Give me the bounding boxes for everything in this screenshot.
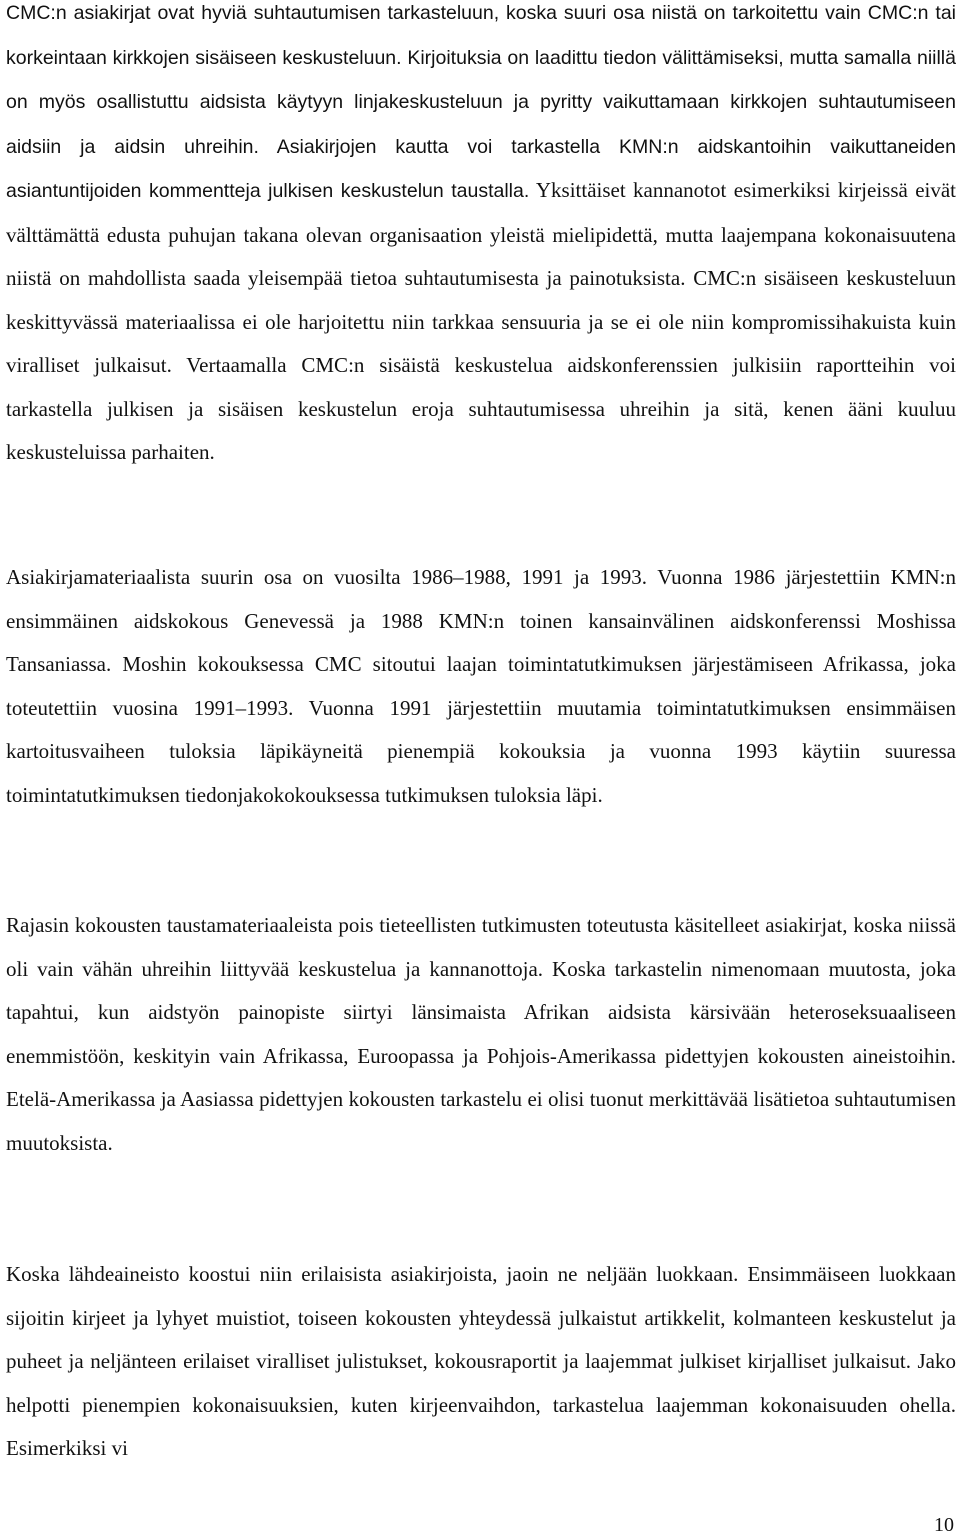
paragraph-1-serif-text: Yksittäiset kannanotot esimerkiksi kirjeissä eivät välttämättä edusta puhujan takana olevan organisaation yleistä mielipidettä, mutta laajempana kokonaisuutena niistä on mahdollista saada yleisempää tietoa suhtautumisesta ja painotuksista. CMC:n sisäiseen keskusteluun keskittyvässä materiaalissa ei ole harjoitettu niin tarkkaa sensuuria ja se ei ole niin kompromissihakuista kuin viralliset julkaisut. Vertaamalla CMC:n sisäistä keskustelua aidskonferenssien julkisiin raportteihin voi tarkastella julkisen ja sisäisen keskustelun eroja suhtautumisessa uhreihin ja sitä, kenen ääni kuuluu keskusteluissa parhaiten.: [6, 178, 957, 464]
paragraph-3: Rajasin kokousten taustamateriaaleista pois tieteellisten tutkimusten toteutusta käsitelleet asiakirjat, koska niissä oli vain vähän uhreihin liittyvää keskustelua ja kannanottoja. Koska tarkastelin nimenomaan muutosta, joka tapahtui, kun aidstyön painopiste siirtyi länsimaista Afrikan aidsista kärsivään heteroseksuaaliseen enemmistöön, keskityin vain Afrikassa, Euroopassa ja Pohjois-Amerikassa pidettyjen kokousten aineistoihin. Etelä-Amerikassa ja Aasiassa pidettyjen kokousten tarkastelu ei olisi tuonut merkittävää lisätietoa suhtautumisen muutoksista.: [6, 913, 956, 1155]
page-number: 10: [934, 1514, 954, 1536]
paragraph-2: Asiakirjamateriaalista suurin osa on vuosilta 1986–1988, 1991 ja 1993. Vuonna 1986 järjestettiin KMN:n ensimmäinen aidskokous Genevessä ja 1988 KMN:n toinen kansainvälinen aidskonferenssi Moshissa Tansaniassa. Moshin kokouksessa CMC sitoutui laajan toimintatutkimuksen järjestämiseen Afrikassa, joka toteutettiin vuosina 1991–1993. Vuonna 1991 järjestettiin muutamia toimintatutkimuksen ensimmäisen kartoitusvaiheen tuloksia läpikäyneitä pienempiä kokouksia ja vuonna 1993 käytiin suuressa toimintatutkimuksen tiedonjakokokouksessa tutkimuksen tuloksia läpi.: [6, 565, 956, 807]
paragraph-4: Koska lähdeaineisto koostui niin erilaisista asiakirjoista, jaoin ne neljään luokkaan. Ensimmäiseen luokkaan sijoitin kirjeet ja lyhyet muistiot, toiseen kokousten yhteydessä julkaistut artikkelit, kolmanteen keskustelut ja puheet ja neljänteen erilaiset viralliset julistukset, kokousraportit ja laajemmat julkiset kirjalliset julkaisut. Jako helpotti pienempien kokonaisuuksien, kuten kirjeenvaihdon, tarkastelua laajemman kokonaisuuden ohella. Esimerkiksi vi: [6, 1262, 956, 1460]
paragraph-1-sans-text: CMC:n asiakirjat ovat hyviä suhtautumisen tarkasteluun, koska suuri osa niistä on tarkoitettu vain CMC:n tai korkeintaan kirkkojen sisäiseen keskusteluun. Kirjoituksia on laadittu tiedon välittämiseksi, mutta samalla niillä on myös osallistuttu aidsista käytyyn linjakeskusteluun ja pyritty vaikuttamaan kirkkojen suhtautumiseen aidsiin ja aidsin uhreihin. Asiakirjojen kautta voi tarkastella KMN:n aidskantoihin vaikuttaneiden asiantuntijoiden kommentteja julkisen keskustelun taustalla.: [6, 2, 956, 202]
paragraph-1: [6, 0, 956, 475]
